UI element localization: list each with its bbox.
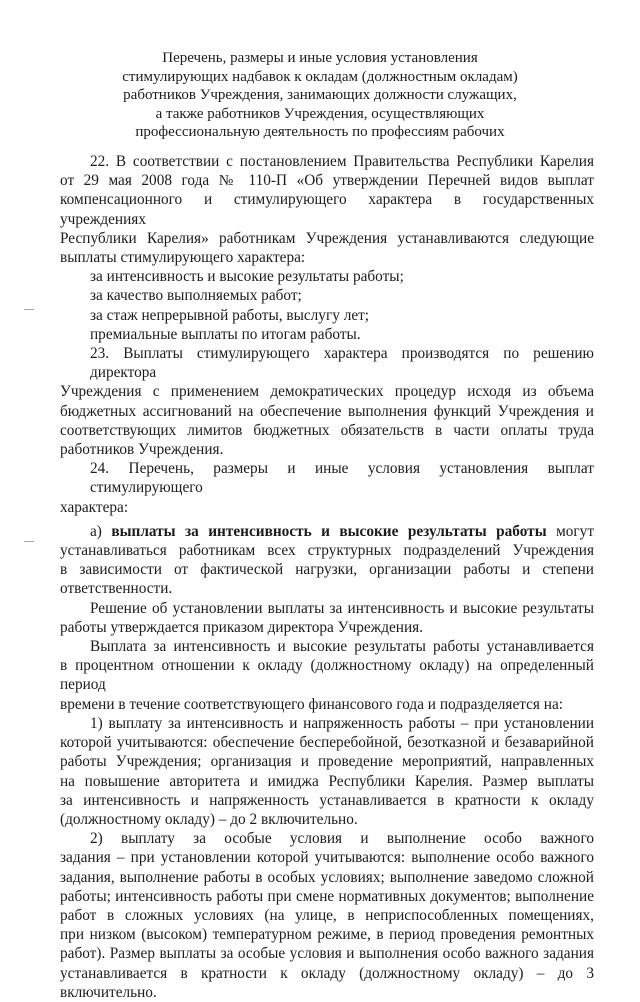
document-title — [0, 49, 640, 142]
text-line: работы; интенсивность работы при смене нормативных документов; выполнение — [60, 887, 594, 905]
text-line: работы Учреждения; организация и проведение мероприятий, направленных — [60, 753, 594, 771]
text-line: устанавливается в кратности к окладу (должностному окладу) – до 3 включительно. — [60, 964, 594, 1001]
text-line: 24. Перечень, размеры и иные условия установления выплат стимулирующего — [90, 460, 594, 497]
text-line: работ в сложных условиях (на улице, в неприспособленных помещениях, — [60, 906, 594, 924]
text-line: при низком (высоком) температурном режиме, в период проведения ремонтных — [60, 926, 594, 944]
text-line: которой учитываются: обеспечение бесперебойной, безотказной и безаварийной — [60, 734, 594, 752]
text-line: бюджетных ассигнований на обеспечение выполнения функций Учреждения и — [60, 402, 594, 420]
text-line: задания – при установлении которой учитываются: выполнение особо важного — [60, 849, 594, 867]
document-body — [60, 152, 594, 1002]
list-item: за стаж непрерывной работы, выслугу лет; — [90, 306, 370, 324]
text-line: от 29 мая 2008 года № 110-П «Об утверждении Перечней видов выплат — [60, 172, 594, 190]
text-line: ответственности. — [60, 580, 173, 598]
text-line: 1) выплату за интенсивность и напряженность работы – при установлении — [90, 714, 594, 732]
text-line: задания, выполнение работы в особых условиях; выполнение заведомо сложной — [60, 868, 594, 886]
text-line: (должностному окладу) – до 2 включительно. — [60, 810, 358, 828]
text-line: Республики Карелия» работникам Учреждения устанавливаются следующие — [60, 229, 594, 247]
text-line: характера: — [60, 498, 129, 516]
bold-heading: выплаты за интенсивность и высокие результаты работы — [111, 522, 547, 540]
text-line: работ). Размер выплаты за особые условия и выполнения особо важного задания — [60, 945, 594, 963]
text-line: работы утверждается приказом директора Учреждения. — [60, 618, 424, 636]
text-line: на повышение авторитета и имиджа Республики Карелия. Размер выплаты — [60, 772, 594, 790]
text-line: соответствующих лимитов бюджетных обязательств в части оплаты труда — [60, 421, 594, 439]
scan-mark — [24, 541, 34, 542]
list-item: за качество выполняемых работ; — [90, 287, 302, 305]
text-line — [60, 522, 594, 541]
text-line: 23. Выплаты стимулирующего характера производятся по решению директора — [90, 345, 594, 382]
text-line: Решение об установлении выплаты за интенсивность и высокие результаты — [90, 599, 594, 617]
title-line: Перечень, размеры и иные условия установления — [162, 50, 478, 66]
item-letter: а) — [90, 522, 102, 540]
title-line: профессиональную деятельность по профессиям рабочих — [135, 124, 505, 140]
text-line: 2) выплату за особые условия и выполнение особо важного — [90, 830, 594, 848]
title-line: работников Учреждения, занимающих должности служащих, — [123, 87, 517, 103]
text-line: в процентном отношении к окладу (должностному окладу) на определенный период — [60, 657, 594, 694]
text-line: времени в течение соответствующего финансового года и подразделяется на: — [60, 695, 563, 713]
list-item: премиальные выплаты по итогам работы. — [90, 325, 361, 343]
text-line: работников Учреждения. — [60, 441, 224, 459]
text-line: в зависимости от фактической нагрузки, организации работы и степени — [60, 561, 594, 579]
title-line: стимулирующих надбавок к окладам (должностным окладам) — [122, 68, 518, 85]
list-item: за интенсивность и высокие результаты работы; — [90, 268, 404, 286]
title-line: а также работников Учреждения, осуществляющих — [155, 105, 485, 122]
scan-mark — [24, 309, 34, 310]
text-line: Выплата за интенсивность и высокие результаты работы устанавливается — [90, 638, 594, 656]
text-line: устанавливаться работникам всех структурных подразделений Учреждения — [60, 542, 594, 560]
text-fragment: могут — [556, 522, 594, 540]
text-line: компенсационного и стимулирующего характера в государственных учреждениях — [60, 191, 594, 228]
text-line: Учреждения с применением демократических процедур исходя из объема — [60, 383, 594, 401]
text-line: выплаты стимулирующего характера: — [60, 249, 306, 267]
text-line: 22. В соответствии с постановлением Правительства Республики Карелия — [90, 153, 594, 170]
text-line: за интенсивность и напряженность устанавливается в кратности к окладу — [60, 791, 594, 809]
